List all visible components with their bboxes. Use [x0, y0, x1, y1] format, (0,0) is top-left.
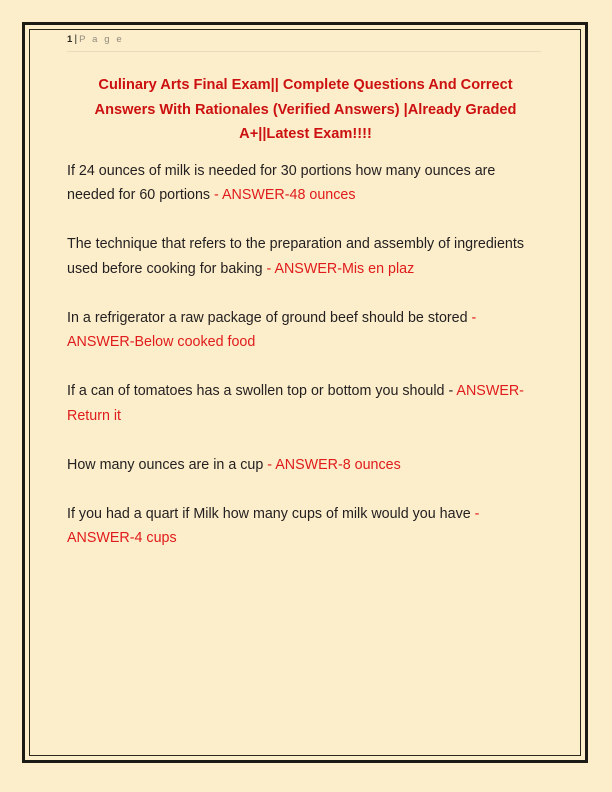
- qa-block: [67, 306, 544, 355]
- question-text: If a can of tomatoes has a swollen top or bottom you should -: [67, 383, 457, 399]
- title-line-2: Answers With Rationales (Verified Answers) |Already Graded: [94, 101, 517, 118]
- header-divider: [67, 51, 541, 52]
- page-title: [67, 73, 544, 147]
- document-page: [67, 33, 544, 733]
- question-text: The technique that refers to the preparation and assembly of ingredients used before cooking for baking: [67, 236, 524, 277]
- header-page-word: P a g e: [79, 34, 124, 45]
- title-line-1: Culinary Arts Final Exam|| Complete Questions And Correct: [98, 77, 513, 93]
- answer-text: - ANSWER-4 cups: [67, 505, 480, 546]
- answer-text: - ANSWER-8 ounces: [267, 456, 401, 473]
- title-line-3: A+||Latest Exam!!!!: [239, 126, 372, 142]
- answer-text: ANSWER-Return it: [67, 383, 524, 424]
- qa-block: [67, 232, 544, 281]
- header-separator: |: [74, 34, 78, 45]
- header-page-label: [67, 33, 544, 47]
- answer-text: - ANSWER-48 ounces: [214, 187, 356, 203]
- header-page-number: 1: [67, 34, 73, 45]
- answer-text: - ANSWER-Below cooked food: [67, 309, 477, 350]
- question-text: In a refrigerator a raw package of ground beef should be stored: [67, 309, 472, 326]
- qa-block: [67, 502, 544, 551]
- question-text: How many ounces are in a cup: [67, 456, 268, 473]
- question-text: If 24 ounces of milk is needed for 30 portions how many ounces are needed for 60 portions: [67, 162, 496, 203]
- qa-block: [67, 453, 544, 478]
- question-answer-list: [67, 159, 544, 551]
- qa-block: [67, 159, 544, 208]
- qa-block: [67, 379, 544, 428]
- running-header: [67, 33, 544, 59]
- answer-text: - ANSWER-Mis en plaz: [266, 260, 415, 277]
- question-text: If you had a quart if Milk how many cups of milk would you have: [67, 505, 475, 522]
